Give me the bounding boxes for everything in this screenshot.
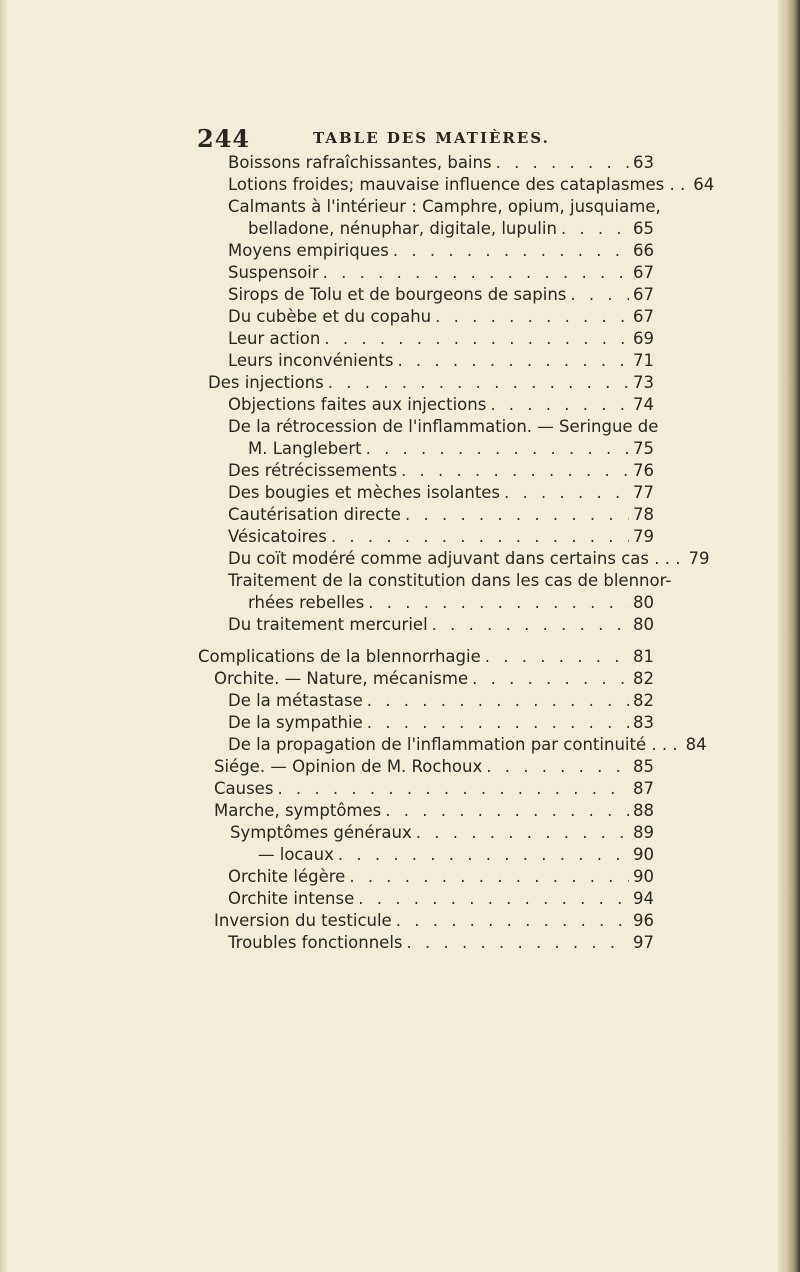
- entry-page: 84: [685, 735, 707, 754]
- entry-title: Cautérisation directe: [228, 505, 401, 524]
- toc-entry: [228, 240, 654, 262]
- toc-entry: [228, 712, 654, 734]
- entry-page: 63: [633, 153, 654, 172]
- entry-title: Troubles fonctionnels: [228, 933, 403, 952]
- entry-title: Objections faites aux injections: [228, 395, 487, 414]
- entry-page: 87: [633, 779, 654, 798]
- entry-page: 76: [633, 461, 654, 480]
- entry-page: 64: [693, 175, 715, 194]
- toc-entry: [248, 592, 654, 614]
- entry-page: 89: [633, 823, 654, 842]
- entry-title: Du traitement mercuriel: [228, 615, 428, 634]
- entry-title: Leur action: [228, 329, 321, 348]
- toc-entry: [228, 174, 715, 196]
- entry-page: 79: [688, 549, 710, 568]
- entry-title: De la rétrocession de l'inflammation. — Seringue de: [228, 417, 659, 436]
- entry-page: 67: [633, 263, 654, 282]
- entry-title: Lotions froides; mauvaise influence des cataplasmes . .: [228, 175, 686, 194]
- entry-title: Des injections: [208, 373, 324, 392]
- entry-page: 73: [633, 373, 654, 392]
- entry-page: 88: [633, 801, 654, 820]
- entry-title: — locaux: [258, 845, 334, 864]
- entry-title: Marche, symptômes: [214, 801, 382, 820]
- toc-entry: [208, 372, 654, 394]
- toc-entry: [228, 152, 654, 174]
- entry-page: 69: [633, 329, 654, 348]
- page-left-edge: [0, 0, 8, 1272]
- entry-page: 78: [633, 505, 654, 524]
- entry-page: 66: [633, 241, 654, 260]
- toc-entry: [258, 844, 654, 866]
- toc-entry: [228, 734, 707, 756]
- entry-page: 71: [633, 351, 654, 370]
- entry-page: 94: [633, 889, 654, 908]
- page-header: [0, 124, 800, 154]
- toc-entry: [228, 504, 654, 526]
- entry-title: De la propagation de l'inflammation par continuité . . .: [228, 735, 678, 754]
- entry-title: Sirops de Tolu et de bourgeons de sapins: [228, 285, 567, 304]
- entry-title: De la métastase: [228, 691, 363, 710]
- entry-title: Des rétrécissements: [228, 461, 398, 480]
- entry-page: 79: [633, 527, 654, 546]
- toc-entry: [214, 778, 654, 800]
- entry-title: Complications de la blennorrhagie: [198, 647, 481, 666]
- entry-page: 75: [633, 439, 654, 458]
- toc-entry: [248, 218, 654, 240]
- entry-page: 82: [633, 691, 654, 710]
- entry-title: Siége. — Opinion de M. Rochoux: [214, 757, 483, 776]
- page-binding-shadow: [778, 0, 800, 1272]
- entry-page: 81: [633, 647, 654, 666]
- toc-entry: [228, 888, 654, 910]
- entry-page: 97: [633, 933, 654, 952]
- toc-entry: [228, 526, 654, 548]
- entry-title: Inversion du testicule: [214, 911, 392, 930]
- running-title: TABLE DES MATIÈRES.: [313, 129, 550, 147]
- entry-title-continued: belladone, nénuphar, digitale, lupulin: [248, 219, 557, 238]
- entry-title: Suspensoir: [228, 263, 319, 282]
- page-number: 244: [197, 124, 251, 153]
- entry-page: 77: [633, 483, 654, 502]
- entry-page: 67: [633, 285, 654, 304]
- toc-entry: [228, 328, 654, 350]
- toc-entry: [214, 800, 654, 822]
- entry-title: Des bougies et mèches isolantes: [228, 483, 501, 502]
- entry-title: Orchite. — Nature, mécanisme: [214, 669, 469, 688]
- toc-entry: [228, 394, 654, 416]
- entry-page: 90: [633, 845, 654, 864]
- toc-entry: [228, 548, 710, 570]
- entry-page: 90: [633, 867, 654, 886]
- entry-title: Leurs inconvénients: [228, 351, 394, 370]
- toc-entry: [214, 910, 654, 932]
- toc-entry: [228, 690, 654, 712]
- entry-title: Du cubèbe et du copahu: [228, 307, 432, 326]
- toc-entry: [230, 822, 654, 844]
- entry-title: Calmants à l'intérieur : Camphre, opium, jusquiame,: [228, 197, 661, 216]
- entry-title-continued: rhées rebelles: [248, 593, 365, 612]
- toc-entry: [228, 284, 654, 306]
- entry-page: 83: [633, 713, 654, 732]
- toc-entry: [228, 932, 654, 954]
- entry-page: 82: [633, 669, 654, 688]
- toc-entry: [198, 646, 654, 668]
- entry-page: 85: [633, 757, 654, 776]
- toc-entry: [228, 866, 654, 888]
- toc-entry: [228, 614, 654, 636]
- toc-entry: [214, 756, 654, 778]
- entry-page: 80: [633, 615, 654, 634]
- toc-entry: [228, 482, 654, 504]
- toc-entry: [228, 460, 654, 482]
- entry-page: 74: [633, 395, 654, 414]
- entry-title: Du coït modéré comme adjuvant dans certains cas . . .: [228, 549, 681, 568]
- toc-entry: [228, 262, 654, 284]
- toc-entry: [228, 306, 654, 328]
- entry-page: 65: [633, 219, 654, 238]
- toc-entry: [248, 438, 654, 460]
- entry-title: Causes: [214, 779, 274, 798]
- toc-entry: [214, 668, 654, 690]
- entry-title: Symptômes généraux: [230, 823, 412, 842]
- entry-title: Traitement de la constitution dans les cas de blennor-: [228, 571, 672, 590]
- entry-page: 67: [633, 307, 654, 326]
- entry-title: Boissons rafraîchissantes, bains: [228, 153, 492, 172]
- entry-title-continued: M. Langlebert: [248, 439, 362, 458]
- entry-title: Moyens empiriques: [228, 241, 389, 260]
- toc-entry: [228, 350, 654, 372]
- entry-title: Vésicatoires: [228, 527, 327, 546]
- entry-page: 80: [633, 593, 654, 612]
- entry-title: De la sympathie: [228, 713, 363, 732]
- entry-title: Orchite intense: [228, 889, 355, 908]
- entry-page: 96: [633, 911, 654, 930]
- entry-title: Orchite légère: [228, 867, 346, 886]
